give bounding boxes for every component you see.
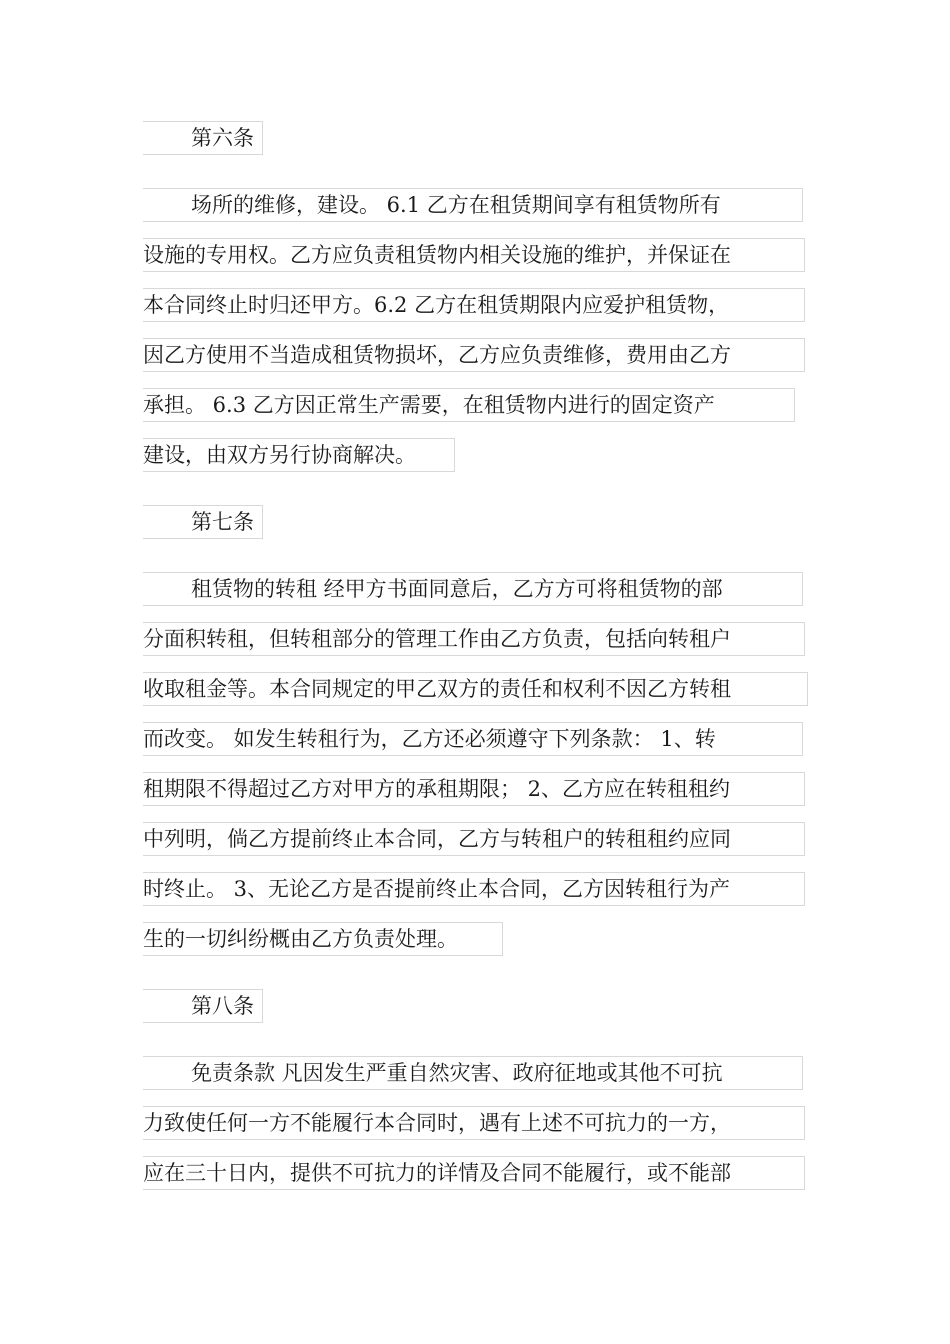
paragraph-line: 应在三十日内，提供不可抗力的详情及合同不能履行，或不能部	[143, 1161, 731, 1185]
article-paragraph	[143, 1048, 808, 1198]
paragraph-line: 场所的维修，建设。 6.1 乙方在租赁期间享有租赁物所有	[191, 193, 721, 217]
paragraph-line: 而改变。 如发生转租行为，乙方还必须遵守下列条款： 1、转	[143, 727, 716, 751]
paragraph-line: 设施的专用权。乙方应负责租赁物内相关设施的维护，并保证在	[143, 243, 731, 267]
paragraph-line: 时终止。 3、无论乙方是否提前终止本合同，乙方因转租行为产	[143, 877, 731, 901]
paragraph-line: 因乙方使用不当造成租赁物损坏，乙方应负责维修，费用由乙方	[143, 343, 731, 367]
article-heading: 第七条	[143, 505, 263, 539]
paragraph-line: 租赁物的转租 经甲方书面同意后，乙方方可将租赁物的部	[191, 577, 723, 601]
article-paragraph	[143, 564, 808, 964]
paragraph-line: 分面积转租，但转租部分的管理工作由乙方负责，包括向转租户	[143, 627, 731, 651]
article-heading: 第六条	[143, 121, 263, 155]
paragraph-line: 承担。 6.3 乙方因正常生产需要，在租赁物内进行的固定资产	[143, 393, 715, 417]
paragraph-line: 本合同终止时归还甲方。6.2 乙方在租赁期限内应爱护租赁物，	[143, 293, 730, 317]
paragraph-line: 租期限不得超过乙方对甲方的承租期限； 2、乙方应在转租租约	[143, 777, 731, 801]
article-heading: 第八条	[143, 989, 263, 1023]
paragraph-line: 中列明，倘乙方提前终止本合同，乙方与转租户的转租租约应同	[143, 827, 731, 851]
paragraph-line: 生的一切纠纷概由乙方负责处理。	[143, 927, 458, 951]
paragraph-line: 收取租金等。本合同规定的甲乙双方的责任和权利不因乙方转租	[143, 677, 731, 701]
paragraph-line: 建设，由双方另行协商解决。	[143, 443, 416, 467]
article-paragraph	[143, 180, 808, 480]
paragraph-line: 免责条款 凡因发生严重自然灾害、政府征地或其他不可抗	[191, 1061, 723, 1085]
paragraph-line: 力致使任何一方不能履行本合同时，遇有上述不可抗力的一方，	[143, 1111, 731, 1135]
